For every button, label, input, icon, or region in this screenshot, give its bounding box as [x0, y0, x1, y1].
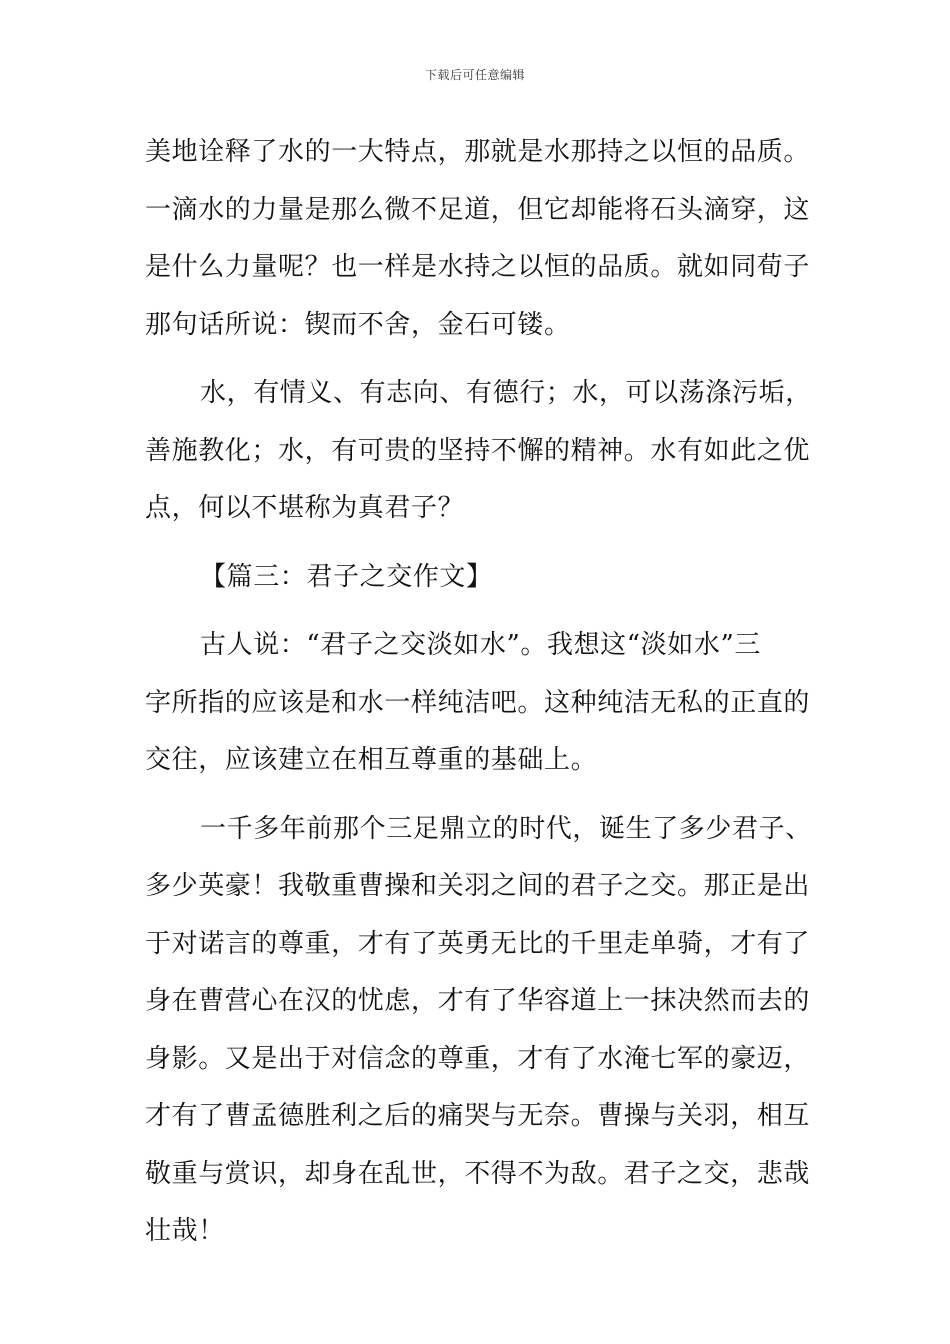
- paragraph: [145, 365, 810, 538]
- text-line: 交往，应该建立在相互尊重的基础上。: [145, 745, 598, 775]
- paragraph: [145, 801, 810, 1261]
- text-line: 古人说：“君子之交淡如水”。我想这“淡如水”三: [200, 630, 761, 660]
- text-line: 壮哉！: [145, 1216, 225, 1246]
- section-heading: [145, 549, 810, 607]
- text-line: 那句话所说：锲而不舍，金石可镂。: [145, 309, 571, 340]
- text-line: 于对诺言的尊重，才有了英勇无比的千里走单骑，才有了: [145, 928, 811, 959]
- heading-line: 【篇三：君子之交作文】: [200, 561, 493, 592]
- text-line: 水，有情义、有志向、有德行；水，可以荡涤污垢，: [200, 378, 812, 408]
- paragraph-gap: [145, 538, 810, 549]
- text-line: 才有了曹孟德胜利之后的痛哭与无奈。曹操与关羽，相互: [145, 1101, 811, 1131]
- text-line: 是什么力量呢？也一样是水持之以恒的品质。就如同荀子: [145, 252, 811, 282]
- text-line: 身在曹营心在汉的忧虑，才有了华容道上一抹决然而去的: [145, 986, 811, 1016]
- text-line: 点，何以不堪称为真君子？: [145, 493, 465, 523]
- paragraph: [145, 617, 810, 790]
- text-line: 一千多年前那个三足鼎立的时代，诞生了多少君子、: [200, 813, 812, 844]
- text-line: 善施教化；水，有可贵的坚持不懈的精神。水有如此之优: [145, 435, 811, 466]
- text-line: 字所指的应该是和水一样纯洁吧。这种纯洁无私的正直的: [145, 687, 811, 718]
- paragraph-gap: [145, 790, 810, 801]
- paragraph-gap: [145, 606, 810, 617]
- paragraph-gap: [145, 354, 810, 365]
- text-line: 一滴水的力量是那么微不足道，但它却能将石头滴穿，这: [145, 194, 811, 225]
- text-line: 身影。又是出于对信念的尊重，才有了水淹七军的豪迈，: [145, 1043, 811, 1074]
- text-line: 多少英豪！我敬重曹操和关羽之间的君子之交。那正是出: [145, 871, 811, 901]
- text-line: 敬重与赏识，却身在乱世，不得不为敌。君子之交，悲哉: [145, 1158, 811, 1189]
- page-header: 下载后可任意编辑: [424, 68, 525, 82]
- text-line: 美地诠释了水的一大特点，那就是水那持之以恒的品质。: [145, 137, 811, 167]
- paragraph: [145, 124, 810, 354]
- document-body: [145, 124, 810, 1261]
